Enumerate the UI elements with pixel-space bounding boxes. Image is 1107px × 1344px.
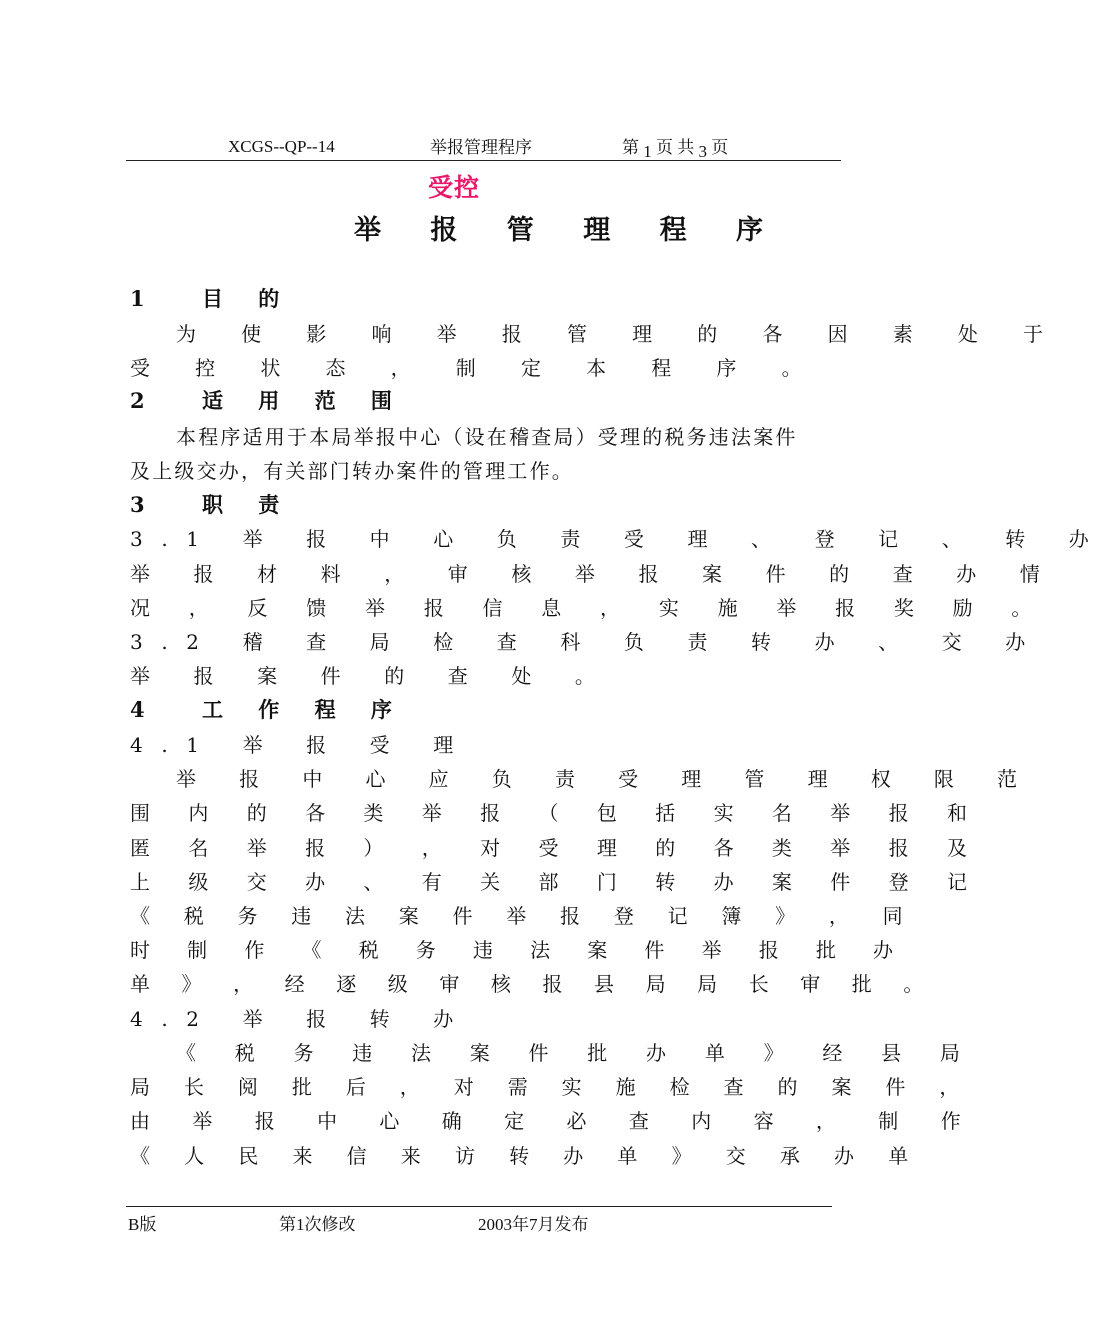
text-line: 匿 名 举 报 ） ， 对 受 理 的 各 类 举 报 及 xyxy=(130,836,984,860)
page-current: 1 xyxy=(643,142,652,161)
section-title: 工 作 程 序 xyxy=(202,697,406,722)
section-1-heading xyxy=(130,283,293,313)
section-title: 职 责 xyxy=(202,492,294,517)
section-2-heading xyxy=(130,385,406,415)
text-line: 《 税 务 违 法 案 件 批 办 单 》 经 县 局 xyxy=(176,1041,977,1065)
footer-revision: 第1次修改 xyxy=(279,1215,356,1234)
text-line: 局 长 阅 批 后 ， 对 需 实 施 检 查 的 案 件 ， xyxy=(130,1075,974,1099)
text-line: 为 使 影 响 举 报 管 理 的 各 因 素 处 于 xyxy=(176,322,1063,346)
text-line: 况 ， 反 馈 举 报 信 息 ， 实 施 举 报 奖 励 。 xyxy=(130,596,1048,620)
text-line: 及上级交办，有关部门转办案件的管理工作。 xyxy=(130,459,574,483)
doc-code: XCGS--QP--14 xyxy=(228,137,335,156)
page-suffix: 页 xyxy=(711,138,729,157)
section-title: 目 的 xyxy=(202,286,294,311)
page-mid: 页 共 xyxy=(656,138,695,157)
header-doc-title: 举报管理程序 xyxy=(430,138,532,157)
text-line: 由 举 报 中 心 确 定 必 查 内 容 ， 制 作 xyxy=(130,1109,979,1133)
section-number: 2 xyxy=(130,388,145,413)
text-line: 举 报 案 件 的 查 处 。 xyxy=(130,664,614,688)
section-title: 适 用 范 围 xyxy=(202,388,406,413)
text-line: 3.1 举 报 中 心 负 责 受 理 、 登 记 、 转 办 xyxy=(130,527,1107,551)
page-total: 3 xyxy=(698,142,707,161)
header-rule xyxy=(126,160,841,161)
footer-version: B版 xyxy=(128,1215,157,1234)
text-line: 受 控 状 态 ， 制 定 本 程 序 。 xyxy=(130,356,821,380)
text-line: 围 内 的 各 类 举 报 （ 包 括 实 名 举 报 和 xyxy=(130,801,984,825)
footer-rule xyxy=(126,1206,832,1207)
section-4-heading xyxy=(130,694,406,724)
section-3-heading xyxy=(130,489,293,519)
section-number: 1 xyxy=(130,286,145,311)
section-number: 4 xyxy=(130,697,145,722)
subsection-heading: 4.1 举 报 受 理 xyxy=(130,733,472,757)
text-line: 时 制 作 《 税 务 违 法 案 件 举 报 批 办 xyxy=(130,938,909,962)
page-prefix: 第 xyxy=(622,138,639,157)
page-indicator xyxy=(622,133,729,161)
section-number: 3 xyxy=(130,492,145,517)
text-line: 举 报 材 料 ， 审 核 举 报 案 件 的 查 办 情 xyxy=(130,562,1059,586)
text-line: 本程序适用于本局举报中心（设在稽查局）受理的税务违法案件 xyxy=(176,425,798,449)
text-line: 上 级 交 办 、 有 关 部 门 转 办 案 件 登 记 xyxy=(130,870,984,894)
footer-published: 2003年7月发布 xyxy=(478,1215,589,1234)
text-line: 3.2 稽 查 局 检 查 科 负 责 转 办 、 交 办 xyxy=(130,630,1044,654)
text-line: 《 人 民 来 信 来 访 转 办 单 》 交 承 办 单 xyxy=(130,1144,923,1168)
controlled-stamp: 受控 xyxy=(428,173,481,202)
text-line: 单 》 ， 经 逐 级 审 核 报 县 局 局 长 审 批 。 xyxy=(130,972,936,996)
text-line: 《 税 务 违 法 案 件 举 报 登 记 簿 》 ， 同 xyxy=(130,904,917,928)
text-line: 举 报 中 心 应 负 责 受 理 管 理 权 限 范 xyxy=(176,767,1036,791)
page-title: 举 报 管 理 程 序 xyxy=(354,215,783,246)
subsection-heading: 4.2 举 报 转 办 xyxy=(130,1007,472,1031)
